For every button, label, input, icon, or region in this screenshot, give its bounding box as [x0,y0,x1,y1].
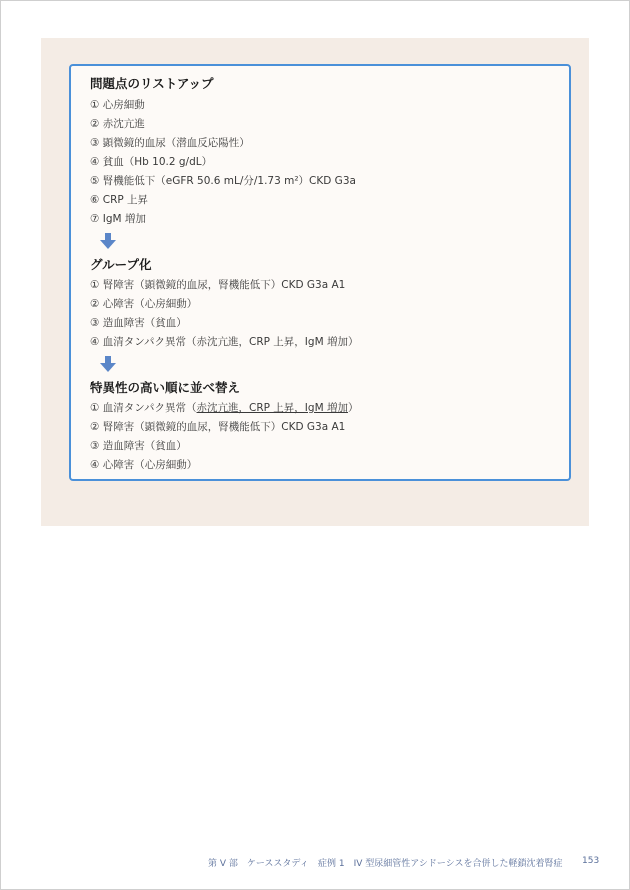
list-item: ④ 貧血（Hb 10.2 g/dL） [90,156,213,168]
list-item-suffix: ） [347,402,359,414]
list-item: ③ 造血障害（貧血） [90,440,187,452]
list-item: ⑥ CRP 上昇 [90,194,149,206]
footer-case-title: 症例 1 IV 型尿細管性アシドーシスを合併した軽鎖沈着腎症 [318,859,563,869]
list-item: ① 心房細動 [90,99,145,111]
section-heading-listup: 問題点のリストアップ [90,76,214,91]
page-number: 153 [582,856,600,866]
section-heading-sorted: 特異性の高い順に並べ替え [90,380,241,395]
underlined-findings: 赤沈亢進，CRP 上昇，IgM 増加 [196,402,348,414]
list-item: ① 腎障害（顕微鏡的血尿，腎機能低下）CKD G3a A1 [90,279,346,291]
down-arrow-icon [100,356,116,372]
list-item: ⑤ 腎機能低下（eGFR 50.6 mL/分/1.73 m²）CKD G3a [90,175,356,187]
footer-part: 第 V 部 ケーススタディ [208,859,309,869]
section-heading-grouping: グループ化 [90,257,152,272]
list-item: ② 赤沈亢進 [90,118,145,130]
list-item: ② 腎障害（顕微鏡的血尿，腎機能低下）CKD G3a A1 [90,421,346,433]
list-item: ③ 造血障害（貧血） [90,317,187,329]
list-item: ③ 顕微鏡的血尿（潜血反応陽性） [90,137,250,149]
list-item-prefix: ① 血清タンパク異常（ [90,402,197,414]
list-item: ② 心障害（心房細動） [90,298,198,310]
list-item: ④ 血清タンパク異常（赤沈亢進，CRP 上昇，IgM 増加） [90,336,359,348]
list-item: ⑦ IgM 増加 [90,213,146,225]
list-item: ④ 心障害（心房細動） [90,459,198,471]
list-item [90,400,358,415]
down-arrow-icon [100,233,116,249]
